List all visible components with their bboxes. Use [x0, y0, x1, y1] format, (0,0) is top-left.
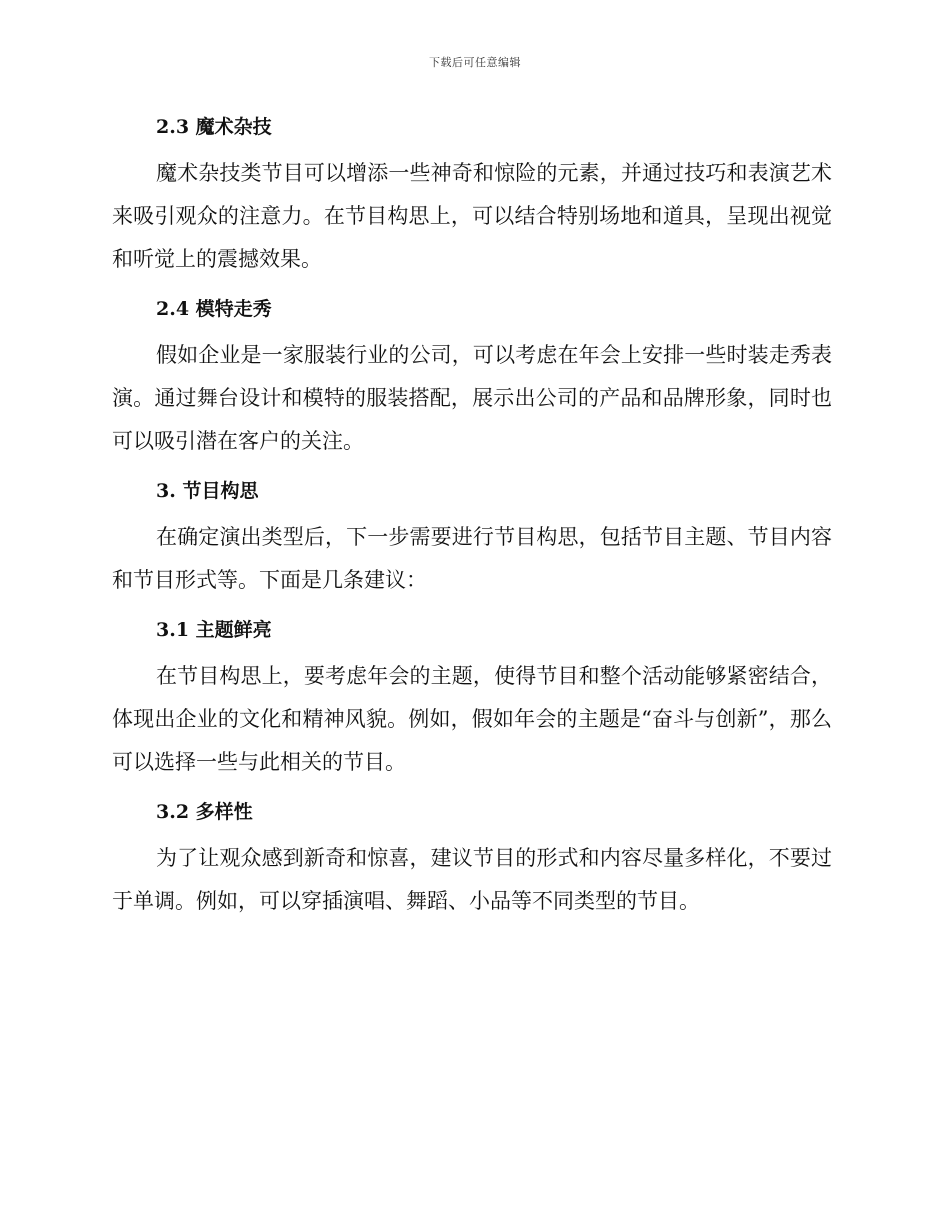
section-3-2 [112, 793, 832, 923]
section-paragraph: 魔术杂技类节目可以增添一些神奇和惊险的元素，并通过技巧和表演艺术来吸引观众的注意力。在节目构思上，可以结合特别场地和道具，呈现出视觉和听觉上的震撼效果。 [112, 161, 832, 271]
section-2-4 [112, 290, 832, 463]
section-3 [112, 472, 832, 602]
section-heading: 3. 节目构思 [156, 480, 259, 502]
section-heading: 2.4 模特走秀 [156, 298, 272, 320]
section-paragraph: 在节目构思上，要考虑年会的主题，使得节目和整个活动能够紧密结合，体现出企业的文化和精神风貌。例如，假如年会的主题是“奋斗与创新”，那么可以选择一些与此相关的节目。 [112, 664, 832, 774]
section-heading: 2.3 魔术杂技 [156, 116, 272, 138]
header-note: 下载后可任意编辑 [429, 56, 521, 69]
section-heading: 3.2 多样性 [156, 801, 253, 823]
section-paragraph: 为了让观众感到新奇和惊喜，建议节目的形式和内容尽量多样化，不要过于单调。例如，可以穿插演唱、舞蹈、小品等不同类型的节目。 [112, 846, 832, 913]
document-body [112, 108, 832, 932]
section-heading: 3.1 主题鲜亮 [156, 619, 272, 641]
section-paragraph: 在确定演出类型后，下一步需要进行节目构思，包括节目主题、节目内容和节目形式等。下面是几条建议： [112, 525, 832, 592]
section-2-3 [112, 108, 832, 281]
section-paragraph: 假如企业是一家服装行业的公司，可以考虑在年会上安排一些时装走秀表演。通过舞台设计和模特的服装搭配，展示出公司的产品和品牌形象，同时也可以吸引潜在客户的关注。 [112, 343, 832, 453]
section-3-1 [112, 611, 832, 784]
